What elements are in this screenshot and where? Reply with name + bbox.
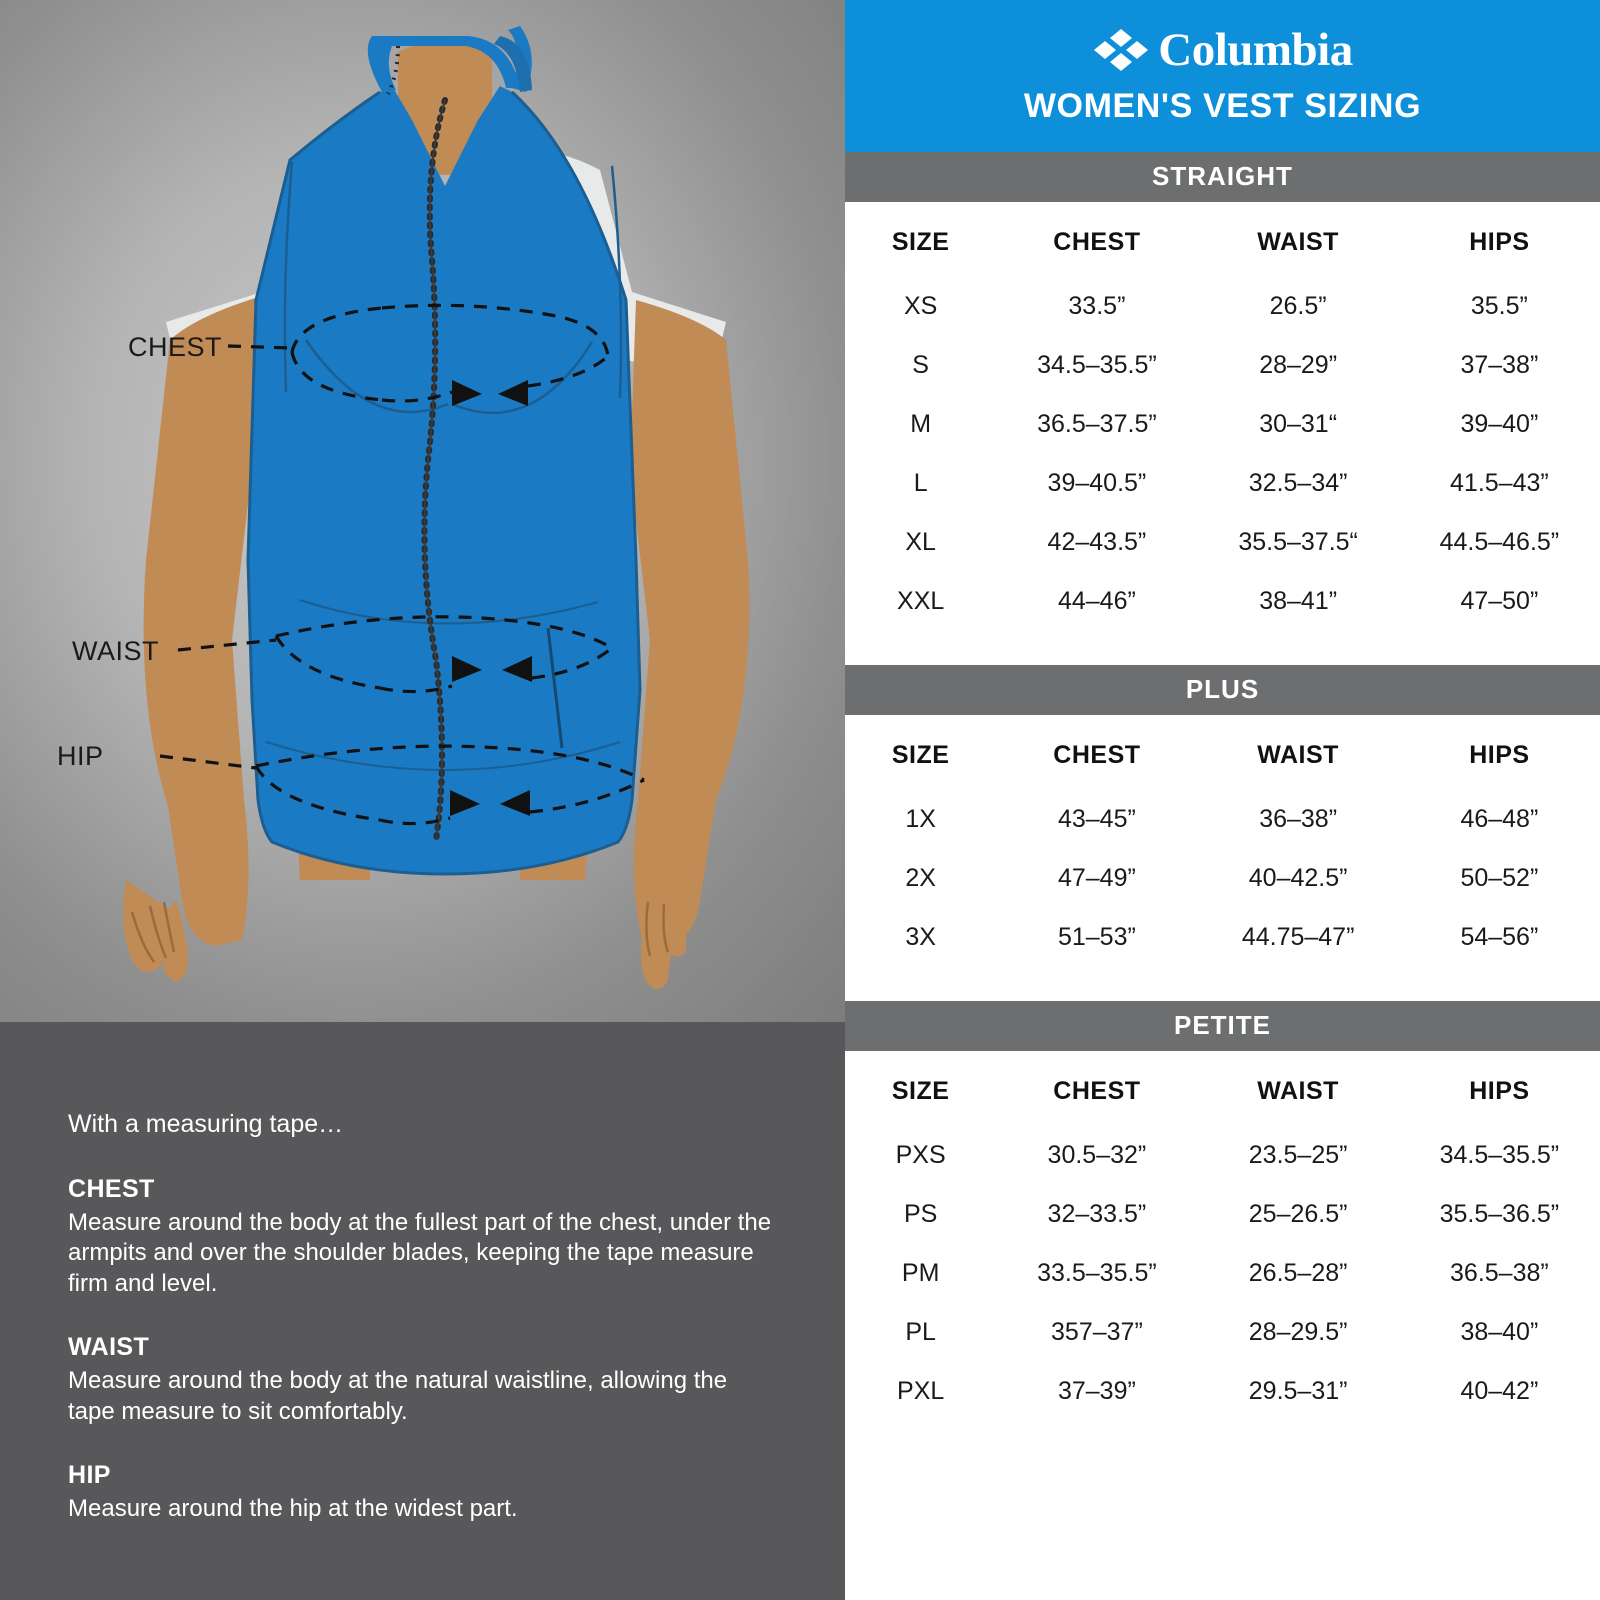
table-row <box>845 1362 1600 1421</box>
column-header-size: SIZE <box>891 741 950 769</box>
cell-size: 1X <box>905 805 936 833</box>
cell-chest: 33.5” <box>1068 292 1126 320</box>
section-header-straight: STRAIGHT <box>845 152 1600 202</box>
table-block-plus <box>845 715 1600 967</box>
cell-size: PL <box>905 1318 936 1346</box>
cell-hips: 47–50” <box>1460 587 1539 615</box>
cell-hips: 54–56” <box>1460 923 1539 951</box>
column-header-hips: HIPS <box>1469 741 1530 769</box>
table-row <box>845 454 1600 513</box>
table-row <box>845 395 1600 454</box>
cell-chest: 357–37” <box>1051 1318 1143 1346</box>
table-row <box>845 572 1600 631</box>
spacer-after-petite <box>845 1421 1600 1600</box>
spacer-after-plus <box>845 967 1600 1001</box>
cell-chest: 44–46” <box>1057 587 1136 615</box>
cell-hips: 41.5–43” <box>1450 469 1549 497</box>
column-header-chest: CHEST <box>1053 228 1141 256</box>
instruction-title-waist: WAIST <box>68 1333 150 1362</box>
cell-waist: 28–29.5” <box>1248 1318 1348 1346</box>
cell-waist: 28–29” <box>1259 351 1338 379</box>
cell-hips: 35.5–36.5” <box>1439 1200 1560 1228</box>
cell-hips: 39–40” <box>1460 410 1539 438</box>
section-header-petite: PETITE <box>845 1001 1600 1051</box>
cell-size: XS <box>903 292 938 320</box>
cell-waist: 40–42.5” <box>1248 864 1348 892</box>
cell-waist: 32.5–34” <box>1248 469 1348 497</box>
cell-hips: 50–52” <box>1460 864 1539 892</box>
cell-hips: 36.5–38” <box>1450 1259 1549 1287</box>
cell-size: XL <box>905 528 936 556</box>
table-row <box>845 277 1600 336</box>
instruction-text-hip: Measure around the hip at the widest part. <box>68 1495 518 1523</box>
spacer-after-straight <box>845 631 1600 665</box>
cell-hips: 38–40” <box>1460 1318 1539 1346</box>
table-header-row <box>845 202 1600 277</box>
section-header-plus: PLUS <box>845 665 1600 715</box>
cell-chest: 39–40.5” <box>1047 469 1147 497</box>
column-header-chest: CHEST <box>1053 741 1141 769</box>
cell-waist: 29.5–31” <box>1248 1377 1348 1405</box>
waist-measure-label: WAIST <box>72 636 159 666</box>
cell-size: PS <box>903 1200 938 1228</box>
cell-chest: 37–39” <box>1057 1377 1136 1405</box>
cell-waist: 35.5–37.5“ <box>1238 528 1358 556</box>
cell-chest: 36.5–37.5” <box>1037 410 1157 438</box>
column-header-waist: WAIST <box>1257 228 1339 256</box>
chart-title: WOMEN'S VEST SIZING <box>1023 86 1422 125</box>
cell-hips: 37–38” <box>1460 351 1539 379</box>
right-column <box>845 0 1600 1600</box>
hip-measure-label: HIP <box>57 741 104 771</box>
cell-size: S <box>912 351 929 379</box>
cell-hips: 34.5–35.5” <box>1439 1141 1560 1169</box>
instructions-intro: With a measuring tape… <box>68 1110 344 1138</box>
cell-chest: 33.5–35.5” <box>1037 1259 1157 1287</box>
cell-size: 3X <box>905 923 936 951</box>
cell-waist: 44.75–47” <box>1241 923 1355 951</box>
cell-waist: 23.5–25” <box>1248 1141 1348 1169</box>
measuring-instructions-panel <box>0 1022 845 1600</box>
cell-hips: 40–42” <box>1460 1377 1539 1405</box>
table-row <box>845 790 1600 849</box>
table-block-straight <box>845 202 1600 631</box>
column-header-chest: CHEST <box>1053 1077 1141 1105</box>
table-row <box>845 1185 1600 1244</box>
cell-size: L <box>913 469 928 497</box>
sizing-table-plus <box>845 715 1600 967</box>
column-header-hips: HIPS <box>1469 1077 1530 1105</box>
table-row <box>845 1244 1600 1303</box>
instruction-text-chest: Measure around the body at the fullest part of the chest, under the armpits and over the shoulder blades, keeping the tape measure firm and level. <box>68 1209 772 1297</box>
cell-waist: 36–38” <box>1259 805 1338 833</box>
column-header-hips: HIPS <box>1469 228 1530 256</box>
cell-chest: 42–43.5” <box>1047 528 1147 556</box>
cell-chest: 51–53” <box>1057 923 1136 951</box>
brand-header <box>845 0 1600 152</box>
column-header-waist: WAIST <box>1257 741 1339 769</box>
column-header-waist: WAIST <box>1257 1077 1339 1105</box>
cell-size: PXL <box>897 1377 945 1405</box>
brand-lockup <box>1092 24 1353 76</box>
sizing-table-petite <box>845 1051 1600 1421</box>
table-row <box>845 1303 1600 1362</box>
cell-waist: 25–26.5” <box>1248 1200 1348 1228</box>
brand-name: Columbia <box>1158 24 1353 76</box>
cell-size: M <box>910 410 932 438</box>
cell-chest: 43–45” <box>1057 805 1136 833</box>
chest-measure-label: CHEST <box>128 332 223 362</box>
cell-waist: 30–31“ <box>1259 410 1338 438</box>
column-header-size: SIZE <box>891 1077 950 1105</box>
cell-waist: 26.5” <box>1269 292 1327 320</box>
table-row <box>845 849 1600 908</box>
table-row <box>845 1126 1600 1185</box>
vest-illustration-panel <box>0 0 845 1022</box>
cell-chest: 34.5–35.5” <box>1037 351 1157 379</box>
cell-size: XXL <box>897 587 945 615</box>
cell-hips: 46–48” <box>1460 805 1539 833</box>
cell-size: PXS <box>895 1141 946 1169</box>
cell-waist: 26.5–28” <box>1248 1259 1348 1287</box>
cell-hips: 44.5–46.5” <box>1439 528 1560 556</box>
cell-chest: 30.5–32” <box>1047 1141 1147 1169</box>
cell-size: PM <box>901 1259 940 1287</box>
cell-chest: 32–33.5” <box>1047 1200 1147 1228</box>
cell-chest: 47–49” <box>1057 864 1136 892</box>
table-header-row <box>845 715 1600 790</box>
table-header-row <box>845 1051 1600 1126</box>
cell-size: 2X <box>905 864 936 892</box>
table-row <box>845 908 1600 967</box>
columbia-diamond-logo-icon <box>1092 27 1150 75</box>
instruction-text-waist: Measure around the body at the natural waistline, allowing the tape measure to sit comfortably. <box>68 1367 728 1425</box>
column-header-size: SIZE <box>891 228 950 256</box>
sizing-table-straight <box>845 202 1600 631</box>
table-row <box>845 336 1600 395</box>
cell-hips: 35.5” <box>1470 292 1528 320</box>
instruction-title-hip: HIP <box>68 1461 111 1490</box>
table-row <box>845 513 1600 572</box>
vest-figure-illustration <box>0 0 845 1022</box>
table-block-petite <box>845 1051 1600 1421</box>
cell-waist: 38–41” <box>1259 587 1338 615</box>
instruction-title-chest: CHEST <box>68 1175 155 1203</box>
